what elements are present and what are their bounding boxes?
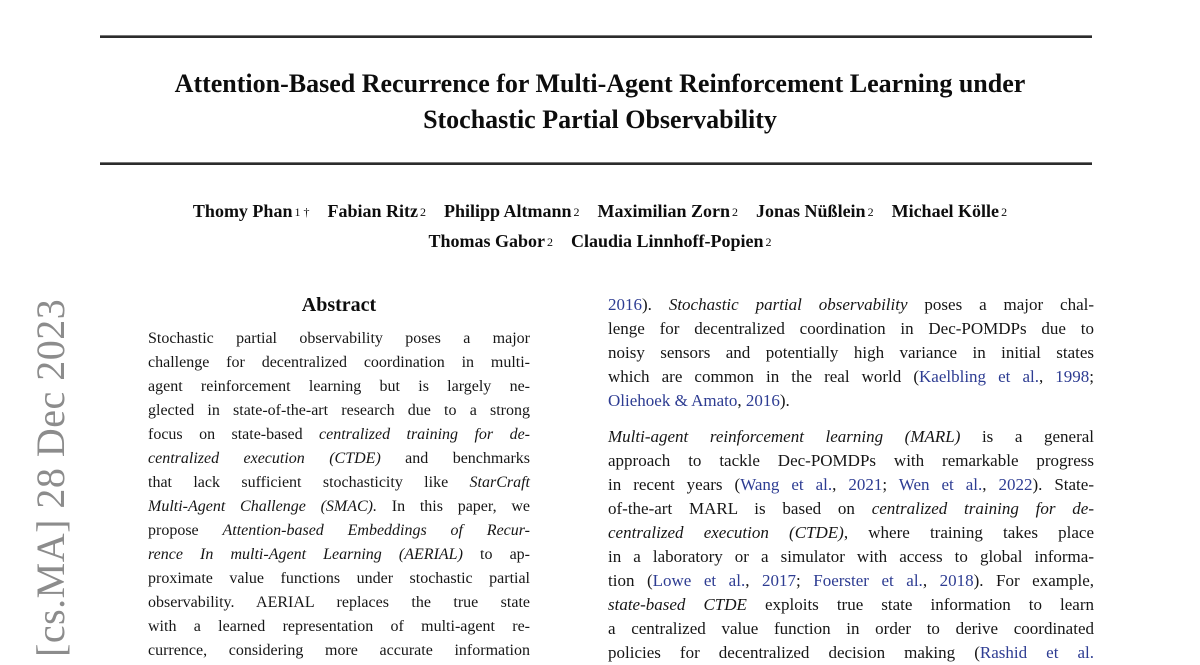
citation-link[interactable]: Oliehoek & Amato — [608, 391, 738, 410]
citation-link[interactable]: 2022 — [998, 475, 1033, 494]
text-line — [148, 399, 530, 423]
citation-link[interactable]: 2017 — [761, 571, 796, 590]
text-span: noisy sensors and potentially high variance in initial states — [608, 343, 1094, 362]
text-span: , — [1038, 367, 1056, 386]
text-line — [148, 447, 530, 471]
text-line — [608, 425, 1094, 449]
text-span: observability. AERIAL replaces the true state — [148, 594, 530, 611]
text-span: in recent years ( — [608, 475, 741, 494]
text-line — [608, 641, 1094, 665]
author-name: Philipp Altmann — [443, 201, 572, 221]
text-span: and benchmarks — [380, 450, 530, 467]
text-span: to ap- — [462, 546, 531, 563]
paper-title-line1: Attention-Based Recurrence for Multi-Agent Reinforcement Learning under — [174, 69, 1026, 98]
text-span: a centralized value function in order to derive coordinated — [608, 619, 1094, 638]
author-name: Maximilian Zorn — [597, 201, 731, 221]
text-span: poses a major chal- — [907, 295, 1095, 314]
text-span: ; — [882, 475, 899, 494]
citation-link[interactable]: Lowe et al. — [652, 571, 746, 590]
text-line — [148, 639, 530, 663]
text-span: state-based CTDE — [608, 595, 747, 614]
author-affiliation-superscript: 2 — [732, 205, 739, 219]
text-line — [608, 497, 1094, 521]
text-line — [608, 569, 1094, 593]
text-span: is a general — [960, 427, 1095, 446]
text-span: centralized execution (CTDE) — [148, 450, 381, 467]
author-affiliation-superscript: 1 † — [294, 205, 310, 219]
text-span: , — [982, 475, 999, 494]
abstract-heading: Abstract — [301, 294, 377, 316]
text-line — [608, 473, 1094, 497]
author — [756, 201, 874, 221]
text-span: focus on state-based — [148, 426, 319, 443]
text-line — [608, 293, 1094, 317]
author-row-2 — [0, 227, 1200, 257]
intro-paragraph-1 — [608, 293, 1094, 413]
text-span: ). For example, — [973, 571, 1095, 590]
text-line — [148, 591, 530, 615]
paper-title — [0, 66, 1200, 138]
paper-title-line2: Stochastic Partial Observability — [423, 105, 777, 134]
text-line — [148, 615, 530, 639]
author-name: Thomas Gabor — [428, 231, 545, 251]
text-span: Multi-agent reinforcement learning (MARL) — [608, 427, 961, 446]
text-span: ). State- — [1032, 475, 1094, 494]
text-span: Multi-Agent Challenge (SMAC). — [148, 498, 378, 515]
left-column — [148, 292, 530, 663]
author-affiliation-superscript: 2 — [419, 205, 426, 219]
citation-link[interactable]: 2021 — [848, 475, 883, 494]
text-span: , — [745, 571, 762, 590]
text-span: with a learned representation of multi-agent re- — [148, 618, 530, 635]
text-line — [148, 375, 530, 399]
text-span: glected in state-of-the-art research due to a strong — [148, 402, 530, 419]
author — [892, 201, 1007, 221]
text-span: which are common in the real world ( — [608, 367, 920, 386]
text-span: that lack sufficient stochasticity like — [148, 474, 470, 491]
text-span: In this paper, we — [377, 498, 530, 515]
authors-horizontal-rule — [100, 162, 1092, 165]
author-name: Michael Kölle — [891, 201, 1000, 221]
citation-link[interactable]: Foerster et al. — [813, 571, 923, 590]
text-line — [608, 389, 1094, 413]
text-span: ). — [779, 391, 790, 410]
text-line — [608, 449, 1094, 473]
text-line — [148, 495, 530, 519]
author-row-1 — [0, 197, 1200, 227]
text-span: centralized execution (CTDE) — [608, 523, 844, 542]
right-column — [608, 293, 1094, 665]
text-span: Stochastic partial observability — [668, 295, 908, 314]
text-span: agent reinforcement learning but is largely ne- — [148, 378, 530, 395]
text-span: ; — [795, 571, 814, 590]
text-span: ). — [642, 295, 669, 314]
author-affiliation-superscript: 2 — [867, 205, 874, 219]
text-line — [608, 341, 1094, 365]
text-span: centralized training for de- — [318, 426, 530, 443]
author-affiliation-superscript: 2 — [1001, 205, 1008, 219]
text-line — [148, 351, 530, 375]
text-span: approach to tackle Dec-POMDPs with remarkable progress — [608, 451, 1094, 470]
text-span: currence, considering more accurate information — [148, 642, 530, 659]
text-span: centralized training for de- — [871, 499, 1094, 518]
text-span: in a laboratory or a simulator with access to global informa- — [608, 547, 1094, 566]
author-block — [0, 197, 1200, 257]
author — [444, 201, 580, 221]
citation-link[interactable]: Rashid et al. — [979, 643, 1094, 662]
author-name: Thomy Phan — [192, 201, 293, 221]
abstract-body — [148, 327, 530, 663]
citation-link[interactable]: Wen et al. — [898, 475, 983, 494]
text-span: ; — [1089, 367, 1095, 386]
citation-link[interactable]: 2018 — [939, 571, 974, 590]
text-line — [608, 317, 1094, 341]
author-affiliation-superscript: 2 — [546, 235, 553, 249]
author — [193, 201, 310, 221]
text-span: policies for decentralized decision making ( — [608, 643, 980, 662]
text-line — [148, 567, 530, 591]
author — [598, 201, 739, 221]
author — [327, 201, 426, 221]
text-line — [608, 593, 1094, 617]
text-span: proximate value functions under stochastic partial — [148, 570, 530, 587]
citation-link[interactable]: Wang et al. — [740, 475, 833, 494]
text-line — [608, 617, 1094, 641]
text-span: , — [737, 391, 746, 410]
intro-paragraph-2 — [608, 425, 1094, 665]
text-span: of-the-art MARL is based on — [608, 499, 872, 518]
text-span: Attention-based Embeddings of Recur- — [222, 522, 531, 539]
author-name: Fabian Ritz — [327, 201, 418, 221]
text-line — [608, 521, 1094, 545]
text-span: lenge for decentralized coordination in Dec-POMDPs due to — [608, 319, 1094, 338]
text-span: challenge for decentralized coordination in multi- — [148, 354, 530, 371]
text-span: tion ( — [608, 571, 653, 590]
text-line — [148, 471, 530, 495]
author-name: Jonas Nüßlein — [756, 201, 866, 221]
text-line — [148, 423, 530, 447]
top-horizontal-rule — [100, 35, 1092, 38]
author — [571, 231, 772, 251]
author-affiliation-superscript: 2 — [765, 235, 772, 249]
citation-link[interactable]: 2016 — [608, 295, 642, 314]
citation-link[interactable]: 2016 — [745, 391, 780, 410]
text-line — [148, 543, 530, 567]
arxiv-stamp-vertical-text: [cs.MA] 28 Dec 2023 — [28, 298, 73, 657]
citation-link[interactable]: 1998 — [1055, 367, 1090, 386]
citation-link[interactable]: Kaelbling et al. — [919, 367, 1039, 386]
text-span: StarCraft — [469, 474, 530, 491]
text-span: , where training takes place — [843, 523, 1094, 542]
author — [428, 231, 553, 251]
text-span: , — [832, 475, 849, 494]
text-span: exploits true state information to learn — [746, 595, 1094, 614]
text-span: propose — [148, 522, 223, 539]
text-line — [608, 365, 1094, 389]
text-line — [608, 545, 1094, 569]
text-span: , — [922, 571, 940, 590]
text-span: Stochastic partial observability poses a major — [148, 330, 530, 347]
author-name: Claudia Linnhoff-Popien — [570, 231, 764, 251]
text-line — [148, 327, 530, 351]
text-span: rence In multi-Agent Learning (AERIAL) — [148, 546, 463, 563]
text-line — [148, 519, 530, 543]
author-affiliation-superscript: 2 — [573, 205, 580, 219]
